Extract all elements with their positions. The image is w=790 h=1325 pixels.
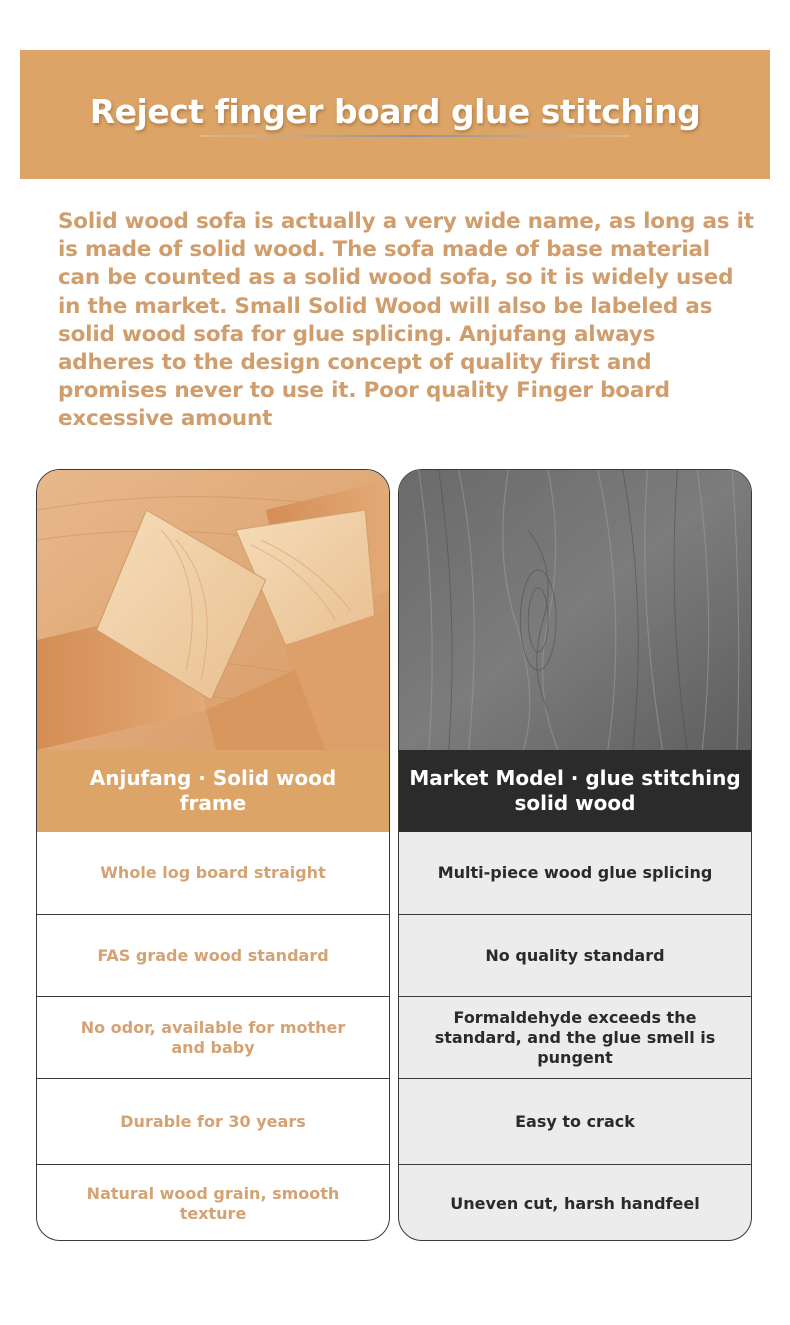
solid-wood-beams-image bbox=[37, 470, 389, 750]
page-title: Reject finger board glue stitching bbox=[89, 92, 701, 131]
feature-row: Whole log board straight bbox=[100, 863, 326, 882]
market-model-header bbox=[399, 750, 751, 832]
feature-row: Formaldehyde exceeds the standard, and the glue smell is pungent bbox=[399, 996, 751, 1078]
market-model-title-line2: solid wood bbox=[514, 791, 636, 815]
market-model-title-line1: Market Model · glue stitching bbox=[409, 766, 741, 790]
feature-row: Durable for 30 years bbox=[37, 1078, 389, 1164]
title-banner bbox=[20, 50, 770, 179]
grey-wood-grain-image bbox=[399, 470, 751, 750]
feature-row: FAS grade wood standard bbox=[37, 914, 389, 996]
feature-row: Multi-piece wood glue splicing bbox=[437, 863, 713, 882]
feature-row: No quality standard bbox=[399, 914, 751, 996]
solid-wood-feature-list bbox=[37, 832, 389, 1241]
feature-row: Uneven cut, harsh handfeel bbox=[399, 1164, 751, 1241]
feature-row: Natural wood grain, smooth texture bbox=[37, 1164, 389, 1241]
feature-row: Easy to crack bbox=[399, 1078, 751, 1164]
solid-wood-card bbox=[36, 469, 390, 1241]
intro-paragraph: Solid wood sofa is actually a very wide name, as long as it is made of solid wood. The sofa made of base material can be counted as a solid wood sofa, so it is widely used in the market. Small Solid Wood will also be labeled as solid wood sofa for glue splicing. Anjufang always adheres to the design concept of quality first and promises never to use it. Poor quality Finger board excessive amount bbox=[58, 209, 754, 432]
solid-wood-header bbox=[37, 750, 389, 832]
market-model-feature-list bbox=[399, 832, 751, 1241]
market-model-card bbox=[398, 469, 752, 1241]
title-underline bbox=[200, 135, 630, 137]
solid-wood-title-line2: frame bbox=[179, 791, 247, 815]
solid-wood-title-line1: Anjufang · Solid wood bbox=[89, 766, 337, 790]
feature-row: No odor, available for mother and baby bbox=[37, 996, 389, 1078]
